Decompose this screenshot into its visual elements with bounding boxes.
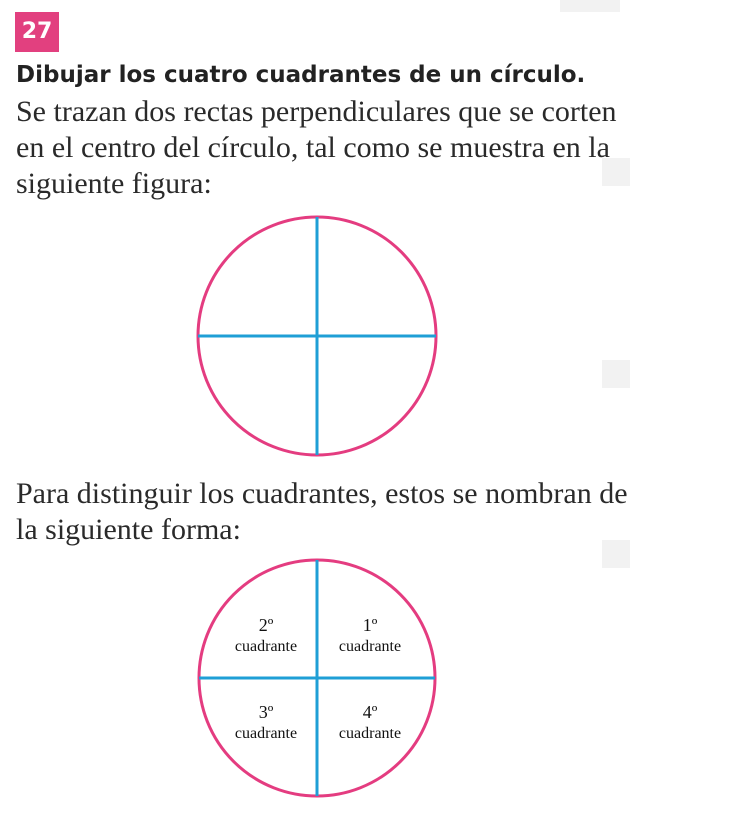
quadrant-ordinal: 2º [258, 615, 274, 635]
quadrant-3-label [235, 702, 297, 742]
quadrant-2-label [235, 615, 297, 655]
quadrant-1-label [339, 615, 401, 655]
quadrant-4-label [339, 702, 401, 742]
figure-named-quadrants [199, 560, 435, 796]
quadrant-ordinal: 3º [258, 702, 274, 722]
quadrant-ordinal: 4º [362, 702, 378, 722]
quadrant-word: cuadrante [338, 638, 402, 655]
intro-line: Se trazan dos rectas perpendiculares que se corten [16, 95, 617, 128]
quadrant-word: cuadrante [338, 725, 402, 742]
naming-line: Para distinguir los cuadrantes, estos se nombran de [16, 477, 628, 510]
figure-perpendicular-lines [198, 217, 436, 455]
intro-line: en el centro del círculo, tal como se muestra en la [16, 131, 610, 164]
exercise-number-badge: 27 [15, 12, 59, 52]
quadrant-word: cuadrante [234, 638, 298, 655]
quadrant-word: cuadrante [234, 725, 298, 742]
exercise-heading: Dibujar los cuatro cuadrantes de un círculo. [16, 62, 586, 88]
naming-line: la siguiente forma: [16, 513, 241, 546]
intro-line: siguiente figura: [16, 167, 212, 200]
quadrant-ordinal: 1º [362, 615, 378, 635]
